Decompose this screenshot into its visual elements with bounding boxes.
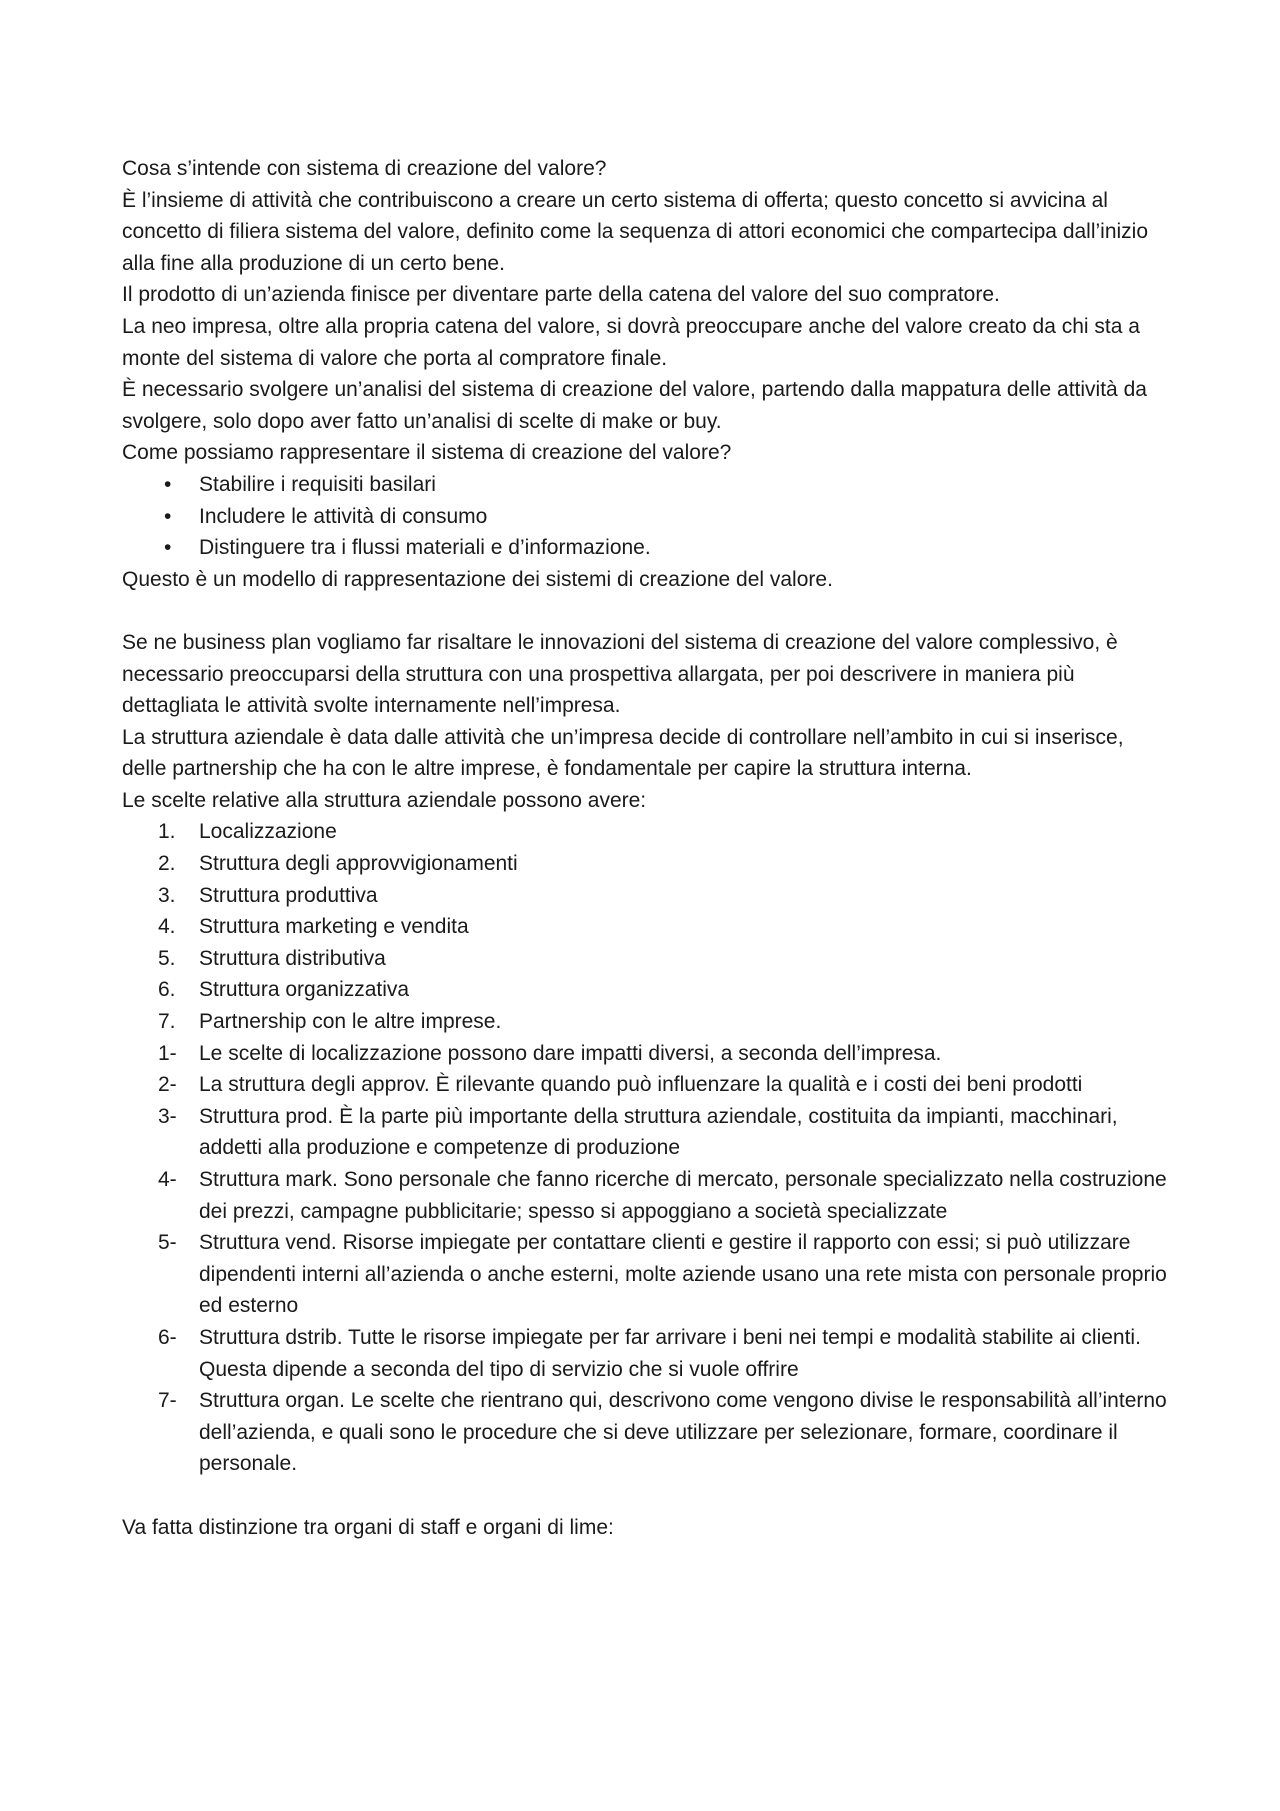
paragraph-business-plan: Se ne business plan vogliamo far risaltare le innovazioni del sistema di creazione del valore complessivo, è necessario preoccuparsi della struttura con una prospettiva allargata, per poi descrivere in maniera più dettagliata le attività svolte internamente nell’impresa. bbox=[122, 630, 1118, 718]
list-marker: 6- bbox=[158, 1325, 177, 1349]
list-item bbox=[122, 1101, 1172, 1164]
list-item bbox=[122, 532, 1172, 564]
list-marker: 3. bbox=[158, 883, 176, 907]
blank-line bbox=[122, 1480, 1172, 1512]
list-marker: 5. bbox=[158, 946, 176, 970]
list-item-text: Partnership con le altre imprese. bbox=[199, 1010, 502, 1034]
list-item bbox=[122, 816, 1172, 848]
paragraph-analysis: È necessario svolgere un’analisi del sistema di creazione del valore, partendo dalla mappatura delle attività da svolgere, solo dopo aver fatto un’analisi di scelte di make or buy. bbox=[122, 378, 1147, 433]
list-item-text: Struttura prod. È la parte più importante della struttura aziendale, costituita da impianti, macchinari, addetti alla produzione e competenze di produzione bbox=[199, 1104, 1118, 1160]
document-page bbox=[122, 153, 1172, 1543]
list-item bbox=[122, 1322, 1172, 1385]
list-item-text: Struttura marketing e vendita bbox=[199, 915, 469, 939]
list-marker: 6. bbox=[158, 978, 176, 1002]
list-item-text: Struttura distributiva bbox=[199, 946, 386, 970]
list-item-text: Struttura organ. Le scelte che rientrano qui, descrivono come vengono divise le responsabilità all’interno dell’azienda, e quali sono le procedure che si deve utilizzare per selezionare, formare, coordinare il personale. bbox=[199, 1389, 1167, 1476]
list-item bbox=[122, 1069, 1172, 1101]
list-marker: 1- bbox=[158, 1041, 177, 1065]
list-item bbox=[122, 880, 1172, 912]
paragraph-question-2: Come possiamo rappresentare il sistema di creazione del valore? bbox=[122, 441, 732, 465]
list-item bbox=[122, 1385, 1172, 1480]
paragraph-closing: Va fatta distinzione tra organi di staff e organi di lime: bbox=[122, 1515, 614, 1539]
list-item-text: Struttura degli approvvigionamenti bbox=[199, 852, 518, 876]
paragraph-struttura: La struttura aziendale è data dalle attività che un’impresa decide di controllare nell’ambito in cui si inserisce, delle partnership che ha con le altre imprese, è fondamentale per capire la struttura interna. bbox=[122, 725, 1124, 781]
list-item bbox=[122, 848, 1172, 880]
paragraph-model: Questo è un modello di rappresentazione dei sistemi di creazione del valore. bbox=[122, 567, 833, 591]
numbered-list bbox=[122, 816, 1172, 1037]
list-item bbox=[122, 501, 1172, 533]
list-marker: 4- bbox=[158, 1168, 177, 1191]
list-item bbox=[122, 974, 1172, 1006]
list-marker: 7- bbox=[158, 1389, 177, 1413]
list-marker: 1. bbox=[158, 820, 176, 844]
list-item bbox=[122, 1164, 1172, 1227]
list-item-text: Localizzazione bbox=[199, 820, 337, 844]
paragraph-question-1: Cosa s’intende con sistema di creazione del valore? bbox=[122, 157, 607, 180]
bullet-icon: • bbox=[164, 536, 172, 560]
list-marker: 5- bbox=[158, 1231, 177, 1255]
list-marker: 2. bbox=[158, 852, 176, 876]
list-marker: 2- bbox=[158, 1073, 177, 1097]
list-item-text: Struttura mark. Sono personale che fanno ricerche di mercato, personale specializzato nella costruzione dei prezzi, campagne pubblicitarie; spesso si appoggiano a società specializzate bbox=[199, 1168, 1167, 1223]
list-marker: 7. bbox=[158, 1010, 176, 1034]
list-item-text: Struttura produttiva bbox=[199, 883, 378, 907]
paragraph-neo-impresa: La neo impresa, oltre alla propria catena del valore, si dovrà preoccupare anche del valore creato da chi sta a monte del sistema di valore che porta al compratore finale. bbox=[122, 314, 1140, 370]
blank-line bbox=[122, 595, 1172, 627]
list-item-text: Struttura vend. Risorse impiegate per contattare clienti e gestire il rapporto con essi; si può utilizzare dipendenti interni all’azienda o anche esterni, molte aziende usano una rete mista con personale proprio ed esterno bbox=[199, 1231, 1167, 1318]
paragraph-definition: È l’insieme di attività che contribuiscono a creare un certo sistema di offerta; questo concetto si avvicina al concetto di filiera sistema del valore, definito come la sequenza di attori economici che compartecipa dall’inizio alla fine alla produzione di un certo bene. bbox=[122, 188, 1149, 275]
list-item bbox=[122, 911, 1172, 943]
list-item-text: Distinguere tra i flussi materiali e d’informazione. bbox=[199, 536, 651, 560]
list-marker: 4. bbox=[158, 915, 176, 939]
list-item-text: Struttura organizzativa bbox=[199, 978, 410, 1002]
list-item-text: La struttura degli approv. È rilevante quando può influenzare la qualità e i costi dei beni prodotti bbox=[199, 1073, 1083, 1097]
paragraph-product-chain: Il prodotto di un’azienda finisce per diventare parte della catena del valore del suo compratore. bbox=[122, 283, 1000, 307]
list-item-text: Struttura dstrib. Tutte le risorse impiegate per far arrivare i beni nei tempi e modalità stabilite ai clienti. Questa dipende a seconda del tipo di servizio che si vuole offrire bbox=[199, 1325, 1141, 1381]
detail-list bbox=[122, 1038, 1172, 1480]
list-item bbox=[122, 1227, 1172, 1322]
list-item-text: Le scelte di localizzazione possono dare impatti diversi, a seconda dell’impresa. bbox=[199, 1041, 942, 1065]
list-item bbox=[122, 469, 1172, 501]
list-item-text: Stabilire i requisiti basilari bbox=[199, 472, 436, 496]
list-marker: 3- bbox=[158, 1104, 177, 1128]
bullet-icon: • bbox=[164, 504, 172, 528]
paragraph-scelte: Le scelte relative alla struttura aziendale possono avere: bbox=[122, 788, 647, 812]
list-item bbox=[122, 1038, 1172, 1070]
list-item bbox=[122, 1006, 1172, 1038]
list-item bbox=[122, 943, 1172, 975]
bullet-icon: • bbox=[164, 472, 172, 496]
bullet-list bbox=[122, 469, 1172, 564]
list-item-text: Includere le attività di consumo bbox=[199, 504, 488, 528]
